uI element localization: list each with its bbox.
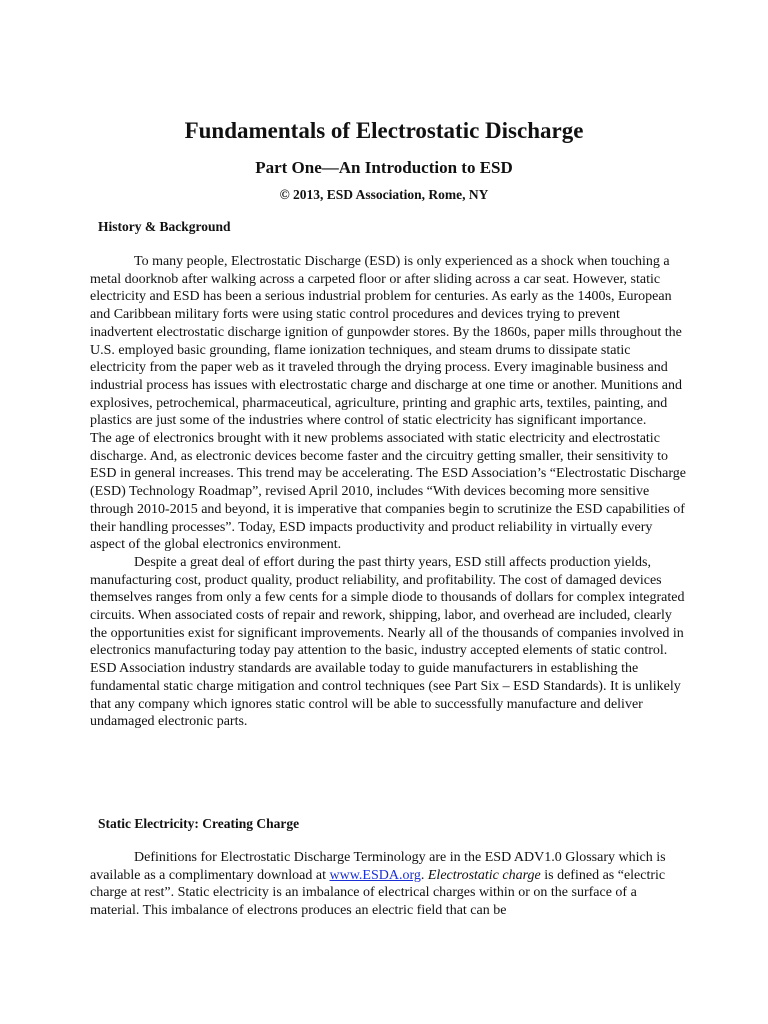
section-body-static-electricity <box>90 849 686 920</box>
paragraph: The age of electronics brought with it new problems associated with static electricity and electrostatic discharge. And, as electronic devices become faster and the circuitry getting smaller, their sensitivity to ESD in general increases. This trend may be accelerating. The ESD Association’s “Electrostatic Discharge (ESD) Technology Roadmap”, revised April 2010, includes “With devices becoming more sensitive through 2010-2015 and beyond, it is imperative that companies begin to scrutinize the ESD capabilities of their handling processes”. Today, ESD impacts productivity and product reliability in virtually every aspect of the global electronics environment. <box>90 431 686 553</box>
defined-term: Electrostatic charge <box>427 867 541 883</box>
copyright-line: © 2013, ESD Association, Rome, NY <box>279 187 489 202</box>
section-heading-history: History & Background <box>98 219 231 234</box>
paragraph-text: Definitions for Electrostatic Discharge Terminology are in the ESD ADV1.0 Glossary which is available as a complimentary download at <box>90 850 666 883</box>
esda-link[interactable]: www.ESDA.org <box>329 867 421 883</box>
paragraph <box>90 849 686 920</box>
document-subtitle: Part One—An Introduction to ESD <box>255 158 513 177</box>
section-heading-static-electricity: Static Electricity: Creating Charge <box>98 816 300 831</box>
section-body-history <box>90 253 686 731</box>
paragraph-text: is defined as “electric charge at rest”. Static electricity is an imbalance of electrical charges within or on the surface of a material. This imbalance of electrons produces an electric field that can be <box>90 867 666 919</box>
paragraph: Despite a great deal of effort during the past thirty years, ESD still affects production yields, manufacturing cost, product quality, product reliability, and profitability. The cost of damaged devices themselves ranges from only a few cents for a simple diode to thousands of dollars for complex integrated circuits. When associated costs of repair and rework, shipping, labor, and overhead are included, clearly the opportunities exist for significant improvements. Nearly all of the thousands of companies involved in electronics manufacturing today pay attention to the basic, industry accepted elements of static control. ESD Association industry standards are available today to guide manufacturers in establishing the fundamental static charge mitigation and control techniques (see Part Six – ESD Standards). It is unlikely that any company which ignores static control will be able to successfully manufacture and deliver undamaged electronic parts. <box>90 554 685 730</box>
document-title: Fundamentals of Electrostatic Discharge <box>184 118 584 143</box>
paragraph-text: . <box>420 867 428 883</box>
paragraph: To many people, Electrostatic Discharge (ESD) is only experienced as a shock when touching a metal doorknob after walking across a carpeted floor or after sliding across a car seat. However, static electricity and ESD has been a serious industrial problem for centuries. As early as the 1400s, European and Caribbean military forts were using static control procedures and devices trying to prevent inadvertent electrostatic discharge ignition of gunpowder stores. By the 1860s, paper mills throughout the U.S. employed basic grounding, flame ionization techniques, and steam drums to dissipate static electricity from the paper web as it traveled through the drying process. Every imaginable business and industrial process has issues with electrostatic charge and discharge at one time or another. Munitions and explosives, petrochemical, pharmaceutical, agriculture, printing and graphic arts, textiles, painting, and plastics are just some of the industries where control of static electricity has significant importance. <box>90 254 682 429</box>
